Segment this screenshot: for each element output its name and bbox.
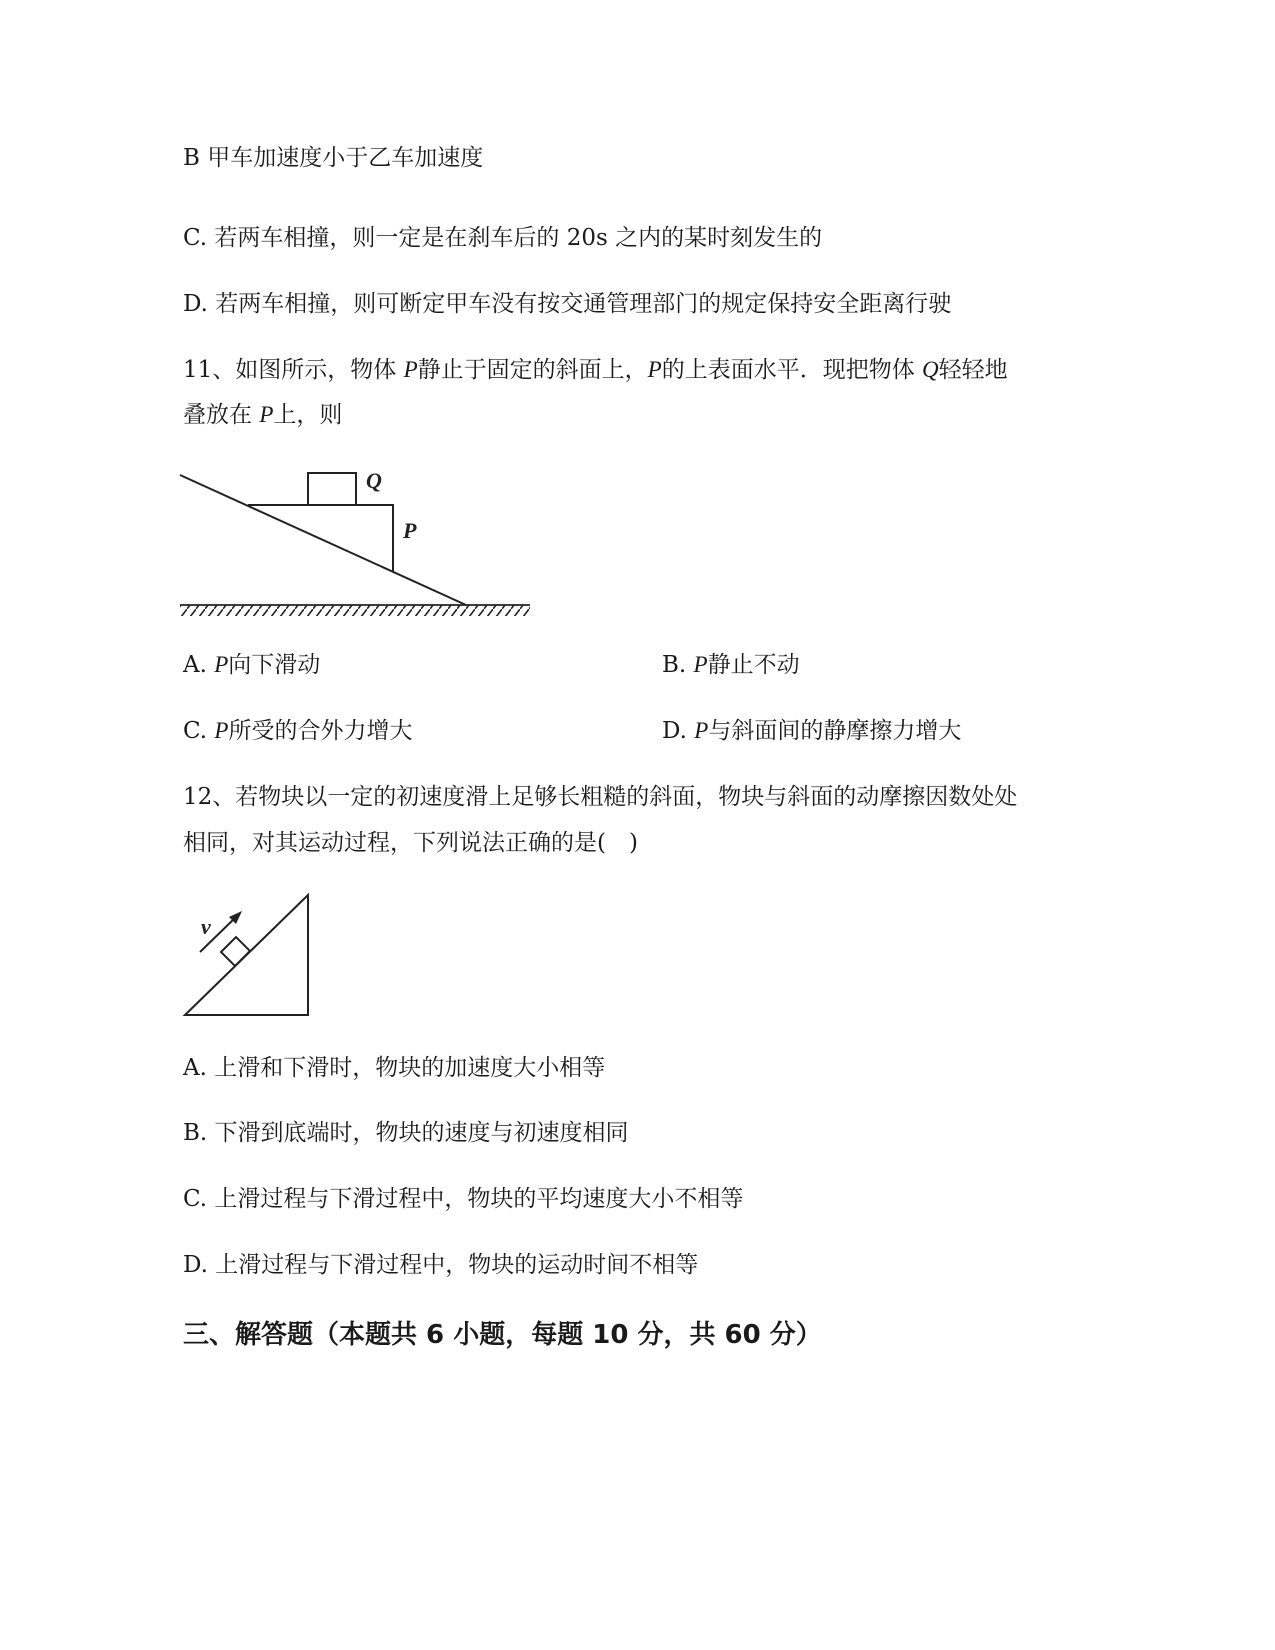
q11-option-a: A. P向下滑动 [183, 652, 321, 678]
q12-option-d: D. 上滑过程与下滑过程中，物块的运动时间不相等 [183, 1252, 699, 1278]
q12-option-a: A. 上滑和下滑时，物块的加速度大小相等 [183, 1055, 606, 1081]
q12-incline-figure [180, 888, 320, 1023]
q12-stem-line1: 12、若物块以一定的初速度滑上足够长粗糙的斜面，物块与斜面的动摩擦因数处处 [183, 784, 1018, 810]
q11-option-d: D. P与斜面间的静摩擦力增大 [662, 718, 962, 744]
label-v: v [201, 914, 211, 939]
section-3-heading: 三、解答题（本题共 6 小题，每题 10 分，共 60 分） [183, 1320, 822, 1350]
block-q [308, 473, 356, 505]
q11-option-c: C. P所受的合外力增大 [183, 718, 413, 744]
q11-stem-line1: 11、如图所示，物体 P静止于固定的斜面上，P的上表面水平．现把物体 Q轻轻地 [183, 357, 1008, 383]
label-q: Q [366, 468, 382, 493]
q11-incline-figure [178, 465, 538, 625]
q10-option-b: B 甲车加速度小于乙车加速度 [183, 145, 484, 171]
ground-hatching [180, 605, 530, 616]
sliding-block [221, 937, 250, 966]
q12-stem-line2: 相同，对其运动过程，下列说法正确的是( ) [183, 830, 638, 856]
q12-option-c: C. 上滑过程与下滑过程中，物块的平均速度大小不相等 [183, 1186, 744, 1212]
q11-option-b: B. P静止不动 [662, 652, 800, 678]
q10-option-d: D. 若两车相撞，则可断定甲车没有按交通管理部门的规定保持安全距离行驶 [183, 291, 952, 317]
q11-stem-line2: 叠放在 P上，则 [183, 402, 343, 428]
q12-option-b: B. 下滑到底端时，物块的速度与初速度相同 [183, 1120, 629, 1146]
label-p: P [403, 518, 417, 543]
q10-option-c: C. 若两车相撞，则一定是在刹车后的 20s 之内的某时刻发生的 [183, 225, 823, 251]
incline-surface [180, 475, 466, 605]
